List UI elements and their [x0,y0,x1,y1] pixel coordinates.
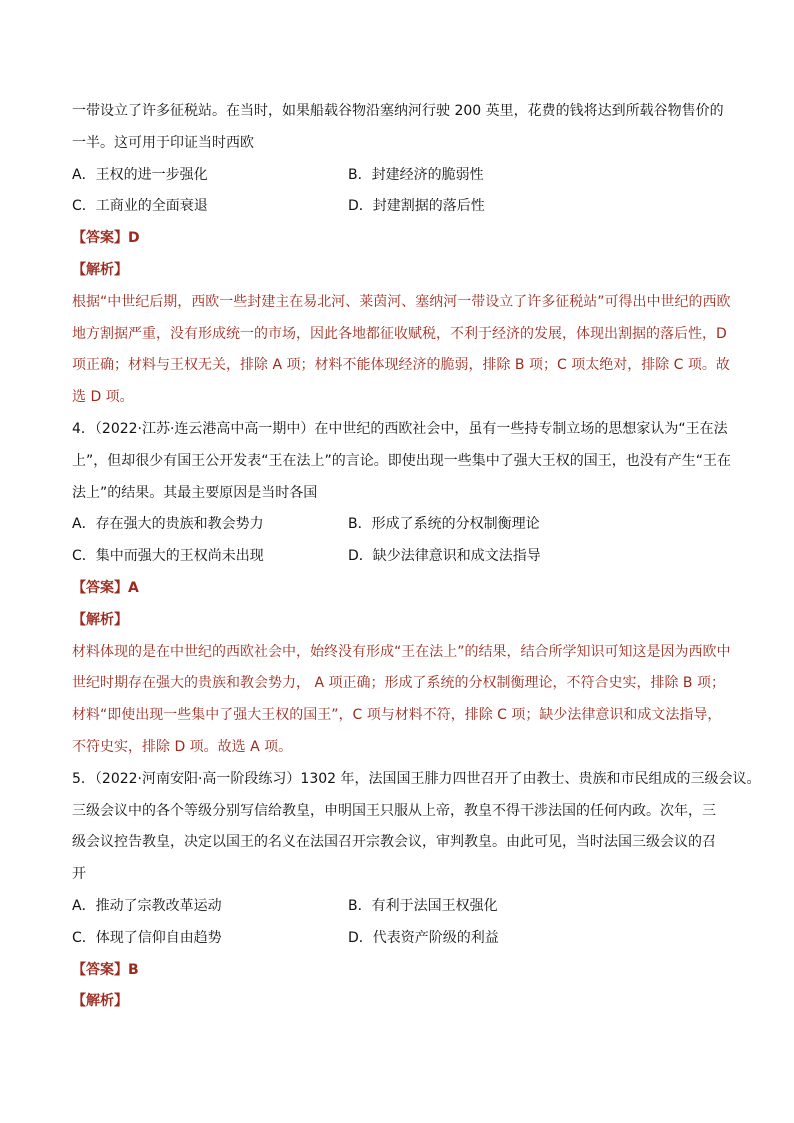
q3-stem-line-1: 一带设立了许多征税站。在当时，如果船载谷物沿塞纳河行驶 200 英里，花费的钱将达到所载谷物售价的 [72,103,724,119]
q3-analysis-line-1: 根据“中世纪后期，西欧一些封建主在易北河、莱茵河、塞纳河一带设立了许多征税站”可得出中世纪的西欧 [72,293,731,310]
q4-option-d: D．缺少法律意识和成文法指导 [348,548,541,565]
q3-options-row-2 [72,191,732,223]
q3-analysis-label: 【解析】 [72,261,128,278]
q3-stem-line-2: 一半。这可用于印证当时西欧 [72,134,254,151]
q3-answer: 【答案】D [72,230,140,247]
q5-analysis-label: 【解析】 [72,993,128,1010]
q3-option-d: D．封建割据的落后性 [348,198,485,215]
q3-option-a: A．王权的进一步强化 [72,166,208,183]
q5-stem-line-2: 三级会议中的各个等级分别写信给教皇，申明国王只服从上帝，教皇不得干涉法国的任何内政。次年，三 [72,802,716,819]
q4-option-a: A．存在强大的贵族和教会势力 [72,516,264,533]
q4-stem-line-3: 法上”的结果。其最主要原因是当时各国 [72,484,318,501]
q4-analysis-line-3: 材料“即使出现一些集中了强大王权的国王”，C 项与材料不符，排除 C 项；缺少法律意识和成文法指导， [72,707,722,724]
q3-analysis-line-2: 地方割据严重，没有形成统一的市场，因此各地都征收赋税，不利于经济的发展，体现出割据的落后性，D [72,325,727,342]
q3-options-row-1 [72,160,732,192]
q5-options-row-2 [72,923,732,955]
q4-analysis-line-4: 不符史实，排除 D 项。故选 A 项。 [72,738,293,755]
q4-answer: 【答案】A [72,579,139,596]
q5-stem-line-3: 级会议控告教皇，决定以国王的名义在法国召开宗教会议，审判教皇。由此可见，当时法国三级会议的召 [72,834,716,851]
q4-option-c: C．集中而强大的王权尚未出现 [72,548,264,565]
q5-options-row-1 [72,891,732,923]
q4-stem-line-1: 4．（2022·江苏·连云港高中高一期中）在中世纪的西欧社会中，虽有一些持专制立场的思想家认为“王在法 [72,420,728,437]
document-page [72,96,761,1018]
q4-options-row-1 [72,509,732,541]
q3-option-b: B．封建经济的脆弱性 [348,166,484,183]
q5-answer: 【答案】B [72,961,139,978]
q5-option-a: A．推动了宗教改革运动 [72,897,222,914]
q3-option-c: C．工商业的全面衰退 [72,198,208,215]
q3-analysis-line-4: 选 D 项。 [72,389,134,406]
q4-stem-line-2: 上”，但却很少有国王公开发表“王在法上”的言论。即使出现一些集中了强大王权的国王，也没有产生“王在 [72,452,732,469]
q4-analysis-line-2: 世纪时期存在强大的贵族和教会势力， A 项正确；形成了系统的分权制衡理论，不符合史实，排除 B 项； [72,675,725,692]
q4-option-b: B．形成了系统的分权制衡理论 [348,516,540,533]
q4-options-row-2 [72,541,732,573]
q5-option-b: B．有利于法国王权强化 [348,897,498,914]
q5-stem-line-1: 5．（2022·河南安阳·高一阶段练习）1302 年，法国国王腓力四世召开了由教士、贵族和市民组成的三级会议。 [72,770,761,787]
q4-analysis-label: 【解析】 [72,611,128,628]
q5-option-c: C．体现了信仰自由趋势 [72,929,222,946]
q5-stem-line-4: 开 [72,866,86,883]
q3-analysis-line-3: 项正确；材料与王权无关，排除 A 项；材料不能体现经济的脆弱，排除 B 项；C 项太绝对，排除 C 项。故 [72,357,730,374]
q5-option-d: D．代表资产阶级的利益 [348,929,499,946]
q4-analysis-line-1: 材料体现的是在中世纪的西欧社会中，始终没有形成“王在法上”的结果，结合所学知识可知这是因为西欧中 [72,643,731,660]
